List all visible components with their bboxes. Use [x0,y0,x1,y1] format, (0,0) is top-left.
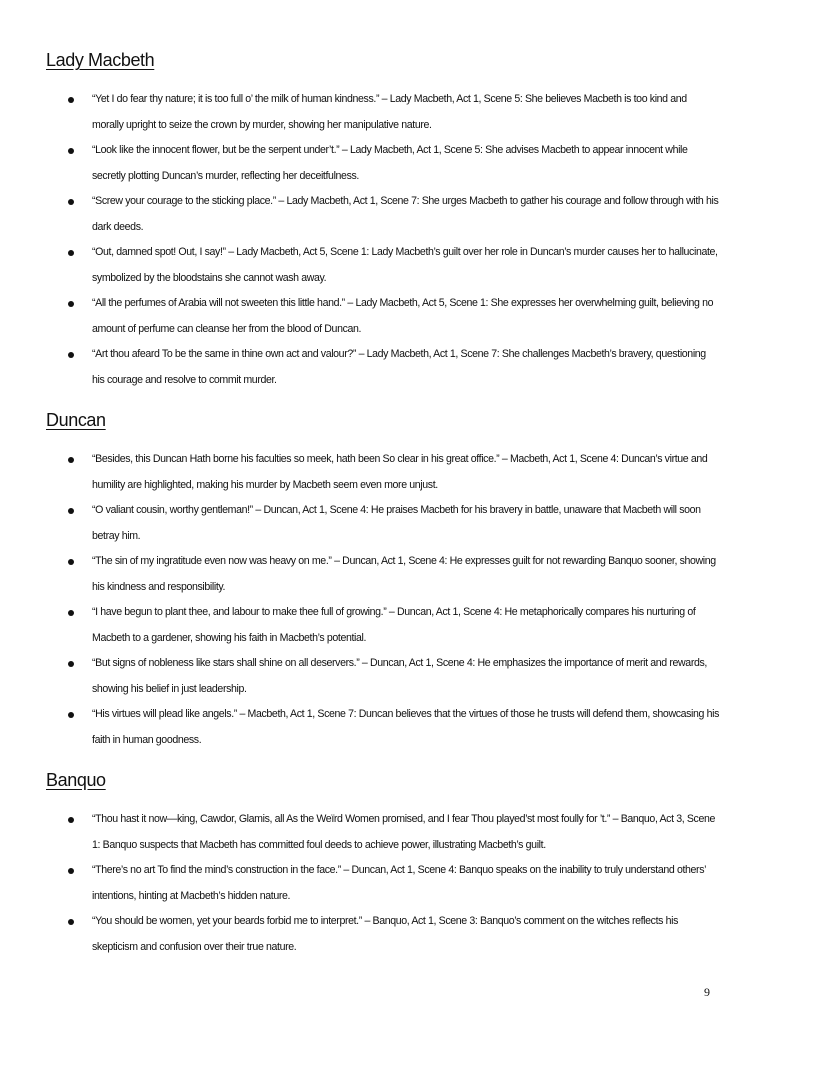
quote-text: “There’s no art To find the mind’s construction in the face.” – Duncan, Act 1, Scene 4: Banquo speaks on the inability to truly understand others’ intentions, hinting at Macbeth’s hidden nature. [92,864,706,902]
section-heading: Banquo [46,770,106,790]
bullet-icon [68,301,74,307]
section-heading: Lady Macbeth [46,50,155,70]
quote-item [46,549,720,600]
quote-text: “But signs of nobleness like stars shall shine on all deservers.” – Duncan, Act 1, Scene 4: He emphasizes the importance of merit and rewards, showing his belief in just leadership. [92,657,707,695]
quote-item [46,498,720,549]
quote-text: “Yet I do fear thy nature; it is too full o’ the milk of human kindness.” – Lady Macbeth, Act 1, Scene 5: She believes Macbeth is too kind and morally upright to seize the crown by murder, showing her manipulative nature. [92,93,687,131]
quote-item [46,858,720,909]
quote-text: “Look like the innocent flower, but be the serpent under’t.” – Lady Macbeth, Act 1, Scene 5: She advises Macbeth to appear innocent while secretly plotting Duncan’s murder, reflecting her deceitfulness. [92,144,688,182]
bullet-icon [68,919,74,925]
bullet-icon [68,457,74,463]
quote-item [46,702,720,753]
bullet-icon [68,148,74,154]
bullet-icon [68,661,74,667]
section-lady-macbeth [46,47,726,393]
bullet-icon [68,199,74,205]
section-banquo [46,767,726,960]
bullet-icon [68,817,74,823]
page-number: 9 [704,985,710,999]
bullet-icon [68,508,74,514]
bullet-icon [68,712,74,718]
bullet-icon [68,97,74,103]
quote-list [46,87,726,393]
quote-item [46,909,720,960]
quote-text: “O valiant cousin, worthy gentleman!” – Duncan, Act 1, Scene 4: He praises Macbeth for his bravery in battle, unaware that Macbeth will soon betray him. [92,504,701,542]
quote-item [46,600,720,651]
quote-item [46,342,720,393]
bullet-icon [68,250,74,256]
quote-text: “Art thou afeard To be the same in thine own act and valour?” – Lady Macbeth, Act 1, Scene 7: She challenges Macbeth’s bravery, questioning his courage and resolve to commit murder. [92,348,706,386]
bullet-icon [68,610,74,616]
section-heading: Duncan [46,410,106,430]
quote-text: “All the perfumes of Arabia will not sweeten this little hand.” – Lady Macbeth, Act 5, Scene 1: She expresses her overwhelming guilt, believing no amount of perfume can cleanse her from the blood of Duncan. [92,297,714,335]
quote-text: “You should be women, yet your beards forbid me to interpret.” – Banquo, Act 1, Scene 3: Banquo’s comment on the witches reflects his skepticism and confusion over their true nature. [92,915,679,953]
quote-item [46,189,720,240]
quote-text: “Out, damned spot! Out, I say!” – Lady Macbeth, Act 5, Scene 1: Lady Macbeth’s guilt over her role in Duncan’s murder causes her to hallucinate, symbolized by the bloodstains she cannot wash away. [92,246,718,284]
document-body [46,47,726,974]
bullet-icon [68,559,74,565]
quote-item [46,240,720,291]
quote-list [46,807,726,960]
quote-item [46,138,720,189]
quote-item [46,651,720,702]
quote-text: “Thou hast it now—king, Cawdor, Glamis, all As the Weïrd Women promised, and I fear Thou played’st most foully for ’t.” – Banquo, Act 3, Scene 1: Banquo suspects that Macbeth has committed foul deeds to achieve power, illustrating Macbeth’s guilt. [92,813,715,851]
quote-text: “Besides, this Duncan Hath borne his faculties so meek, hath been So clear in his great office.” – Macbeth, Act 1, Scene 4: Duncan’s virtue and humility are highlighted, making his murder by Macbeth seem even more unjust. [92,453,708,491]
quote-list [46,447,726,753]
quote-item [46,807,720,858]
quote-text: “The sin of my ingratitude even now was heavy on me.” – Duncan, Act 1, Scene 4: He expresses guilt for not rewarding Banquo sooner, showing his kindness and responsibility. [92,555,716,593]
quote-item [46,291,720,342]
quote-text: “I have begun to plant thee, and labour to make thee full of growing.” – Duncan, Act 1, Scene 4: He metaphorically compares his nurturing of Macbeth to a gardener, showing his faith in Macbeth’s potential. [92,606,696,644]
quote-text: “Screw your courage to the sticking place.” – Lady Macbeth, Act 1, Scene 7: She urges Macbeth to gather his courage and follow through with his dark deeds. [92,195,719,233]
bullet-icon [68,868,74,874]
section-duncan [46,407,726,753]
quote-text: “His virtues will plead like angels.” – Macbeth, Act 1, Scene 7: Duncan believes that the virtues of those he trusts will defend them, showcasing his faith in human goodness. [92,708,720,746]
quote-item [46,447,720,498]
bullet-icon [68,352,74,358]
quote-item [46,87,720,138]
